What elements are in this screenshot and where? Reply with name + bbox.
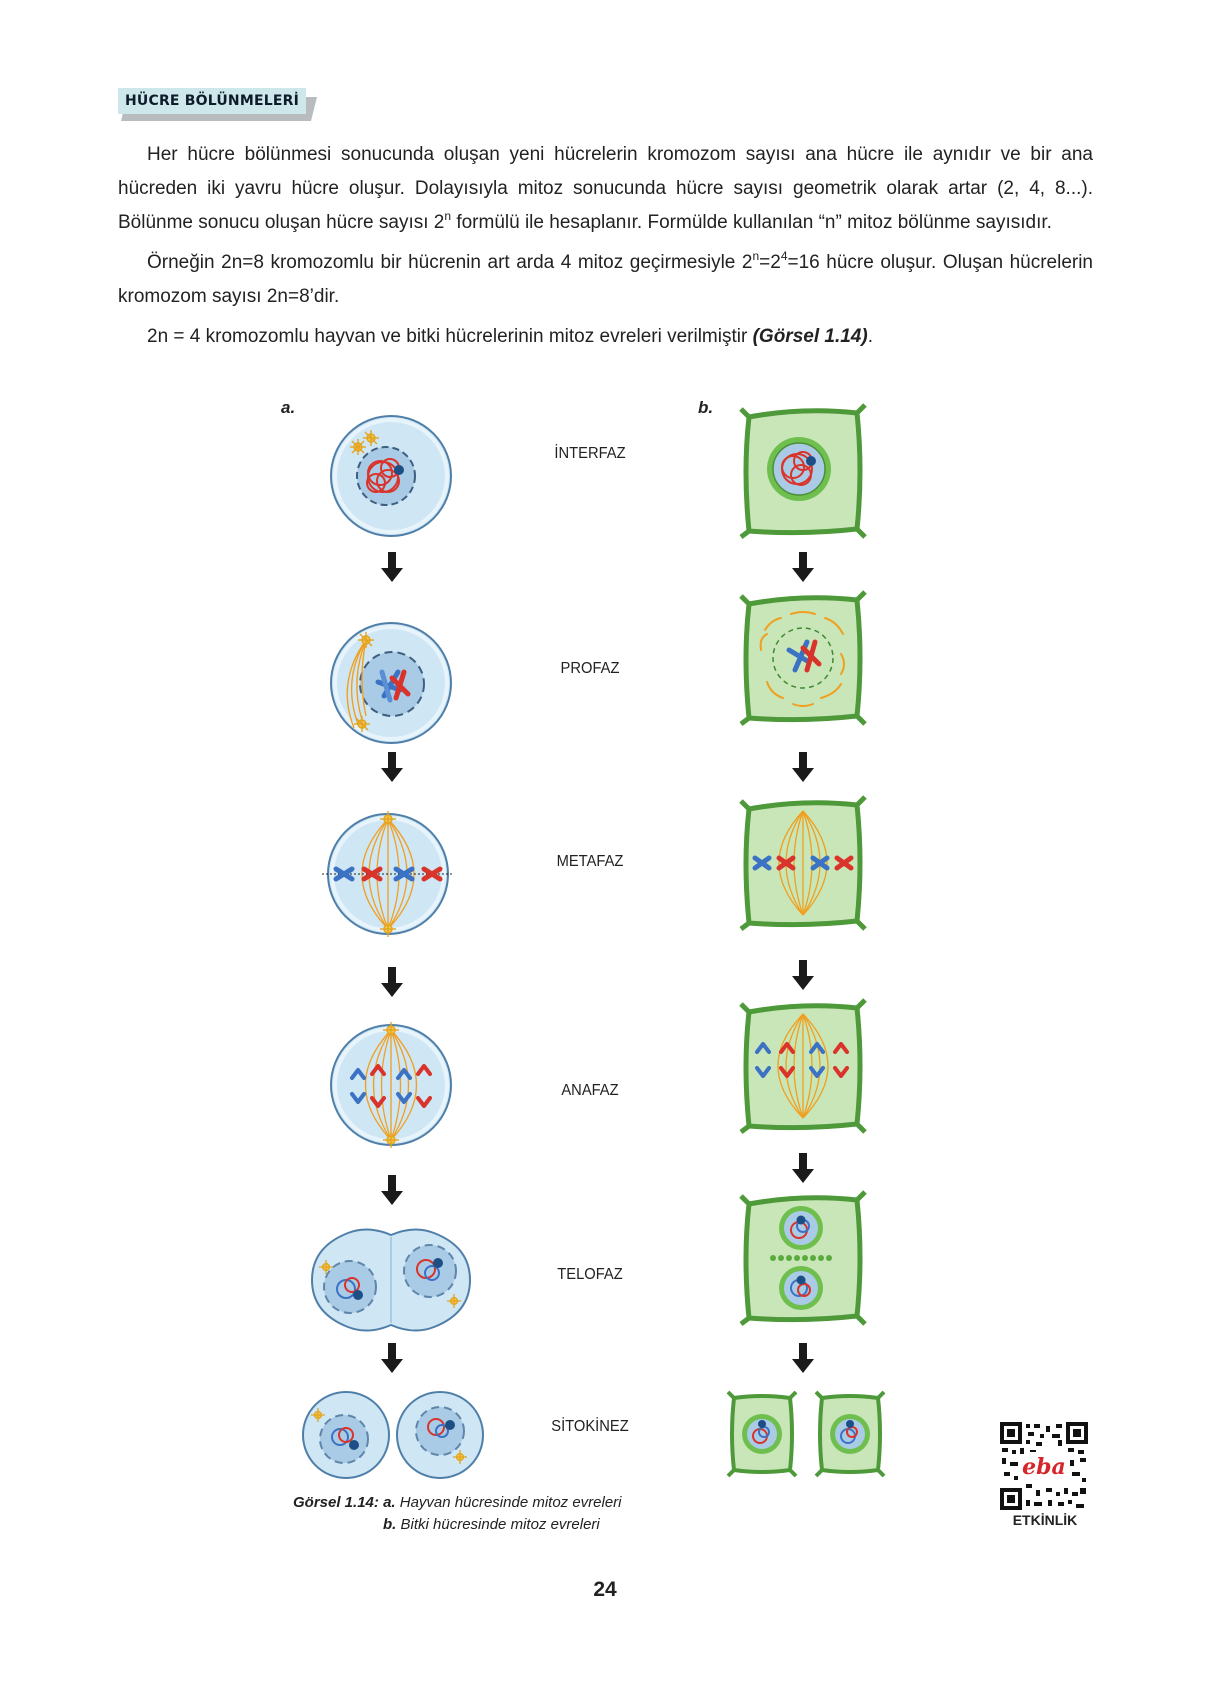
arrow-down-icon [381,1175,403,1205]
plant-interphase-cell [741,403,865,539]
plant-telophase-cell [741,1190,865,1326]
animal-telophase-cell [308,1225,474,1335]
column-label-a: a. [281,398,296,417]
qr-code-icon[interactable] [1000,1422,1088,1510]
arrow-down-icon [381,752,403,782]
arrow-down-icon [792,1343,814,1373]
arrow-down-icon [381,552,403,582]
stage-label-metafaz: METAFAZ [556,853,624,870]
arrow-down-icon [792,1153,814,1183]
column-label-b: b. [698,398,714,417]
animal-metaphase-cell [322,811,454,937]
paragraph-1: Her hücre bölünmesi sonucunda oluşan yeni hücrelerin kromozom sayısı ana hücre ile aynıdır ve bir ana hücreden iki yavru hücre oluşur. Dolayısıyla mitoz sonucunda hücre sayısı geometrik olarak artar (2, 4, 8...). Bölünme sonucu oluşan hücre sayısı 2$^n$ formülü ile hesaplanır. Formülde kullanılan “n” mitoz bölünme sayısıdır. [118,144,1093,233]
caption-line-2: b. Bitki hücresinde mitoz evreleri [383,1516,600,1533]
stage-label-telofaz: TELOFAZ [557,1266,623,1283]
paragraph-2: Örneğin 2n=8 kromozomlu bir hücrenin art arda 4 mitoz geçirmesiyle $2^n=2^4=16$ hücre oluşur. Oluşan hücrelerin kromozom sayısı 2n=8’dir. [118,249,1093,307]
section-tag [118,88,310,118]
stage-label-anafaz: ANAFAZ [561,1082,619,1099]
arrow-down-icon [792,752,814,782]
plant-anaphase-cell [741,998,865,1134]
qr-label: ETKİNLİK [1012,1512,1078,1528]
animal-prophase-cell [328,620,454,746]
arrow-down-icon [792,552,814,582]
arrow-down-icon [792,960,814,990]
stage-label-profaz: PROFAZ [560,660,620,677]
animal-anaphase-cell [328,1022,454,1148]
page-number: 24 [593,1578,617,1601]
arrow-down-icon [381,1343,403,1373]
plant-metaphase-cell [741,795,865,931]
figure-caption: Görsel 1.14: a. Hayvan hücresinde mitoz evreleri b. Bitki hücresinde mitoz evreleri [293,1492,713,1536]
arrow-down-icon [381,967,403,997]
stage-label-sitokinez: SİTOKİNEZ [551,1418,629,1435]
animal-interphase-cell [328,413,454,539]
stage-label-interfaz: İNTERFAZ [554,445,626,462]
section-tag-label: HÜCRE BÖLÜNMELERİ [118,88,306,114]
plant-prophase-cell [741,590,865,726]
plant-cytokinesis-cells [728,1390,888,1478]
qr-badge-text: eba [1022,1454,1066,1480]
paragraph-3: 2n = 4 kromozomlu hayvan ve bitki hücrelerinin mitoz evreleri verilmiştir (Görsel 1.14). [147,326,873,347]
animal-cytokinesis-cells [300,1389,486,1481]
body-text [118,138,1093,354]
